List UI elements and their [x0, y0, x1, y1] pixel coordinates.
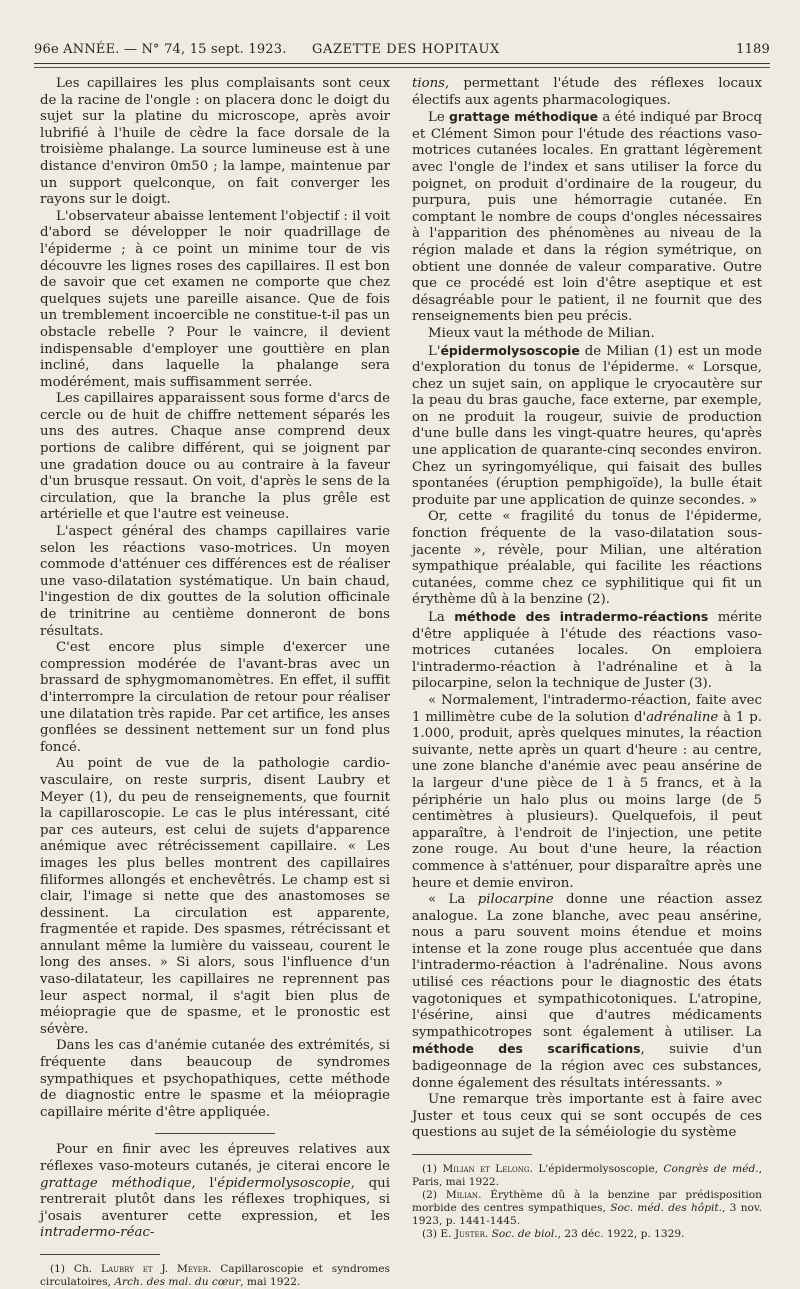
bold-term: méthode des scarifications	[412, 1041, 641, 1057]
text-run: mérite d'être appliquée à l'étude des réactions vaso-motrices cutanées locales. On emploiera l'intradermo-réaction à l'adrénaline et à la pilocarpine, selon la technique de Juster (3).	[412, 610, 763, 692]
text-run: « La	[428, 892, 478, 908]
text-run: L'	[428, 343, 441, 359]
paragraph: Une remarque très importante est à faire avec Juster et tous ceux qui se sont occupés de ces questions au sujet de la séméiologie du système	[412, 1092, 762, 1141]
text-run: (3) E.	[422, 1228, 455, 1240]
text-run: . Capillaroscopie et syndromes circulatoires,	[40, 1262, 390, 1288]
paragraph	[412, 892, 762, 1092]
italic-term: adrénaline	[646, 709, 719, 725]
text-run: . L'épidermolysoscopie,	[529, 1163, 664, 1175]
paragraph	[412, 343, 762, 510]
section-divider	[155, 1133, 275, 1134]
italic-term: intradermo-réac-	[40, 1225, 155, 1241]
footnote	[412, 1228, 762, 1241]
footnote-rule	[40, 1254, 160, 1255]
text-run: , mai 1922.	[240, 1275, 301, 1288]
text-run: La	[428, 610, 455, 625]
paragraph	[40, 1142, 390, 1242]
paragraph: L'aspect général des champs capillaires varie selon les réactions vaso-motrices. Un moyen commode d'atténuer ces différences est de réaliser une vaso-dilatation systématique. Un bain chaud, l'ingestion de dix gouttes de la solution officinale de trinitrine au centième donneront de bons résultats.	[40, 524, 390, 639]
bold-term: grattage méthodique	[449, 109, 599, 125]
text-run: , 3 nov. 1923, p. 1441-1445.	[412, 1202, 762, 1227]
italic-term: grattage méthodique	[40, 1175, 192, 1191]
page-number: 1189	[736, 42, 770, 57]
text-run: (1) Ch.	[50, 1262, 102, 1275]
text-run: Le	[428, 110, 450, 126]
paragraph	[412, 109, 762, 326]
journal-name: Soc. méd. des hôpit.	[610, 1202, 722, 1214]
footnote	[40, 1263, 390, 1289]
journal-name: Soc. de biol.	[491, 1228, 558, 1240]
text-run: , permettant l'étude des réflexes locaux électifs aux agents pharmacologiques.	[412, 76, 762, 108]
footnote	[412, 1163, 762, 1189]
issue-info: 96e ANNÉE. — N° 74, 15 sept. 1923.	[34, 42, 287, 57]
header-rule-thin	[34, 67, 770, 68]
left-column	[40, 76, 390, 1289]
paragraph: L'observateur abaisse lentement l'objectif : il voit d'abord se développer le noir quadrillage de l'épiderme ; à ce point un minime tour de vis découvre les lignes roses des capillaires. Il est bon de savoir que cet examen ne comporte que chez quelques sujets une pareille aisance. Que de fois un tremblement incoercible ne constitue-t-il pas un obstacle rebelle ? Pour le vaincre, il devient indispensable d'employer une gouttière en plan incliné, dans laquelle la phalange sera modérément, mais suffisamment serrée.	[40, 208, 390, 390]
text-run: , qui rentrerait plutôt dans les réflexes trophiques, si j'osais aventurer cette expression, et les	[40, 1175, 390, 1224]
author-name: Milian	[445, 1189, 479, 1201]
paragraph	[412, 693, 762, 892]
text-run: « Normalement, l'intradermo-réaction, faite avec 1 millimètre cube de la solution d'	[412, 692, 762, 725]
text-run: . Érythème dû à la benzine par prédisposition morbide des centres sympathiques,	[412, 1189, 762, 1214]
paragraph: Dans les cas d'anémie cutanée des extrémités, si fréquente dans beaucoup de syndromes sympathiques et psychopathiques, cette méthode de diagnostic entre le spasme et la méiopragie capillaire mérite d'être appliquée.	[40, 1038, 390, 1120]
bold-term: méthode des intradermo-réactions	[454, 609, 709, 624]
italic-term: épidermolysoscopie	[217, 1175, 351, 1191]
text-run: de Milian (1) est un mode d'exploration du tonus de l'épiderme. « Lorsque, chez un sujet sain, on applique le cryocautère sur la peau du bras gauche, face externe, par exemple, on ne produit la rougeur, suivie de production d'une bulle dans les vingt-quatre heures, qu'après une application de quarante-cinq secondes environ. Chez un syringomyélique, qui faisait des bulles spontanées (éruption pemphigoïde), la bulle était produite par une application de quinze secondes. »	[412, 343, 762, 508]
text-run: Pour en finir avec les épreuves relatives aux réflexes vaso-moteurs cutanés, je citerai encore le	[40, 1142, 390, 1174]
text-run: (1)	[422, 1163, 443, 1175]
journal-title: GAZETTE DES HOPITAUX	[312, 42, 500, 57]
author-name: Milian et Lelong	[442, 1163, 530, 1175]
text-run: , suivie d'un badigeonnage de la région avec ces substances, donne également des résultats intéressants. »	[412, 1042, 763, 1091]
paragraph: Au point de vue de la pathologie cardio-vasculaire, on reste surpris, disent Laubry et Meyer (1), du peu de renseignements, que fournit la capillaroscopie. Le cas le plus intéressant, cité par ces auteurs, est celui de sujets d'apparence anémique avec rétrécissement capillaire. « Les images les plus belles montrent des capillaires filiformes allongés et enchevêtrés. Le champ est si clair, l'image si nette que des anastomoses se dessinent. La circulation est apparente, fragmentée et rapide. Des spasmes, rétrécissant et annulant même la lumière du vaisseau, courent le long des anses. » Si alors, sous l'influence d'un vaso-dilatateur, les capillaires ne reprennent pas leur aspect normal, il s'agit bien plus de méiopragie que de spasme, et le pronostic est sévère.	[40, 756, 390, 1037]
author-name: Laubry et J. Meyer	[101, 1262, 208, 1275]
text-run: , Paris, mai 1922.	[412, 1163, 763, 1188]
header-rule-thick	[34, 63, 770, 64]
text-run: donne une réaction assez analogue. La zone blanche, avec peau ansérine, nous a paru souvent moins étendue et moins intense et la zone rouge plus accentuée que dans l'intradermo-réaction à l'adrénaline. Nous avons utilisé ces réactions pour le diagnostic des états vagotoniques et sympathicotoniques. L'atropine, l'ésérine, ainsi que d'autres médicaments sympathicotropes sont également à utiliser. La	[412, 892, 762, 1040]
italic-term: pilocarpine	[477, 892, 554, 908]
journal-name: Arch. des mal. du cœur	[114, 1275, 241, 1288]
paragraph	[412, 609, 762, 693]
text-run: .	[484, 1228, 492, 1240]
paragraph: Or, cette « fragilité du tonus de l'épiderme, fonction fréquente de la vaso-dilatation sous-jacente », révèle, pour Milian, une altération sympathique préalable, qui facilite les réactions cutanées, comme chez ce syphilitique qui fit un érythème dû à la benzine (2).	[412, 509, 762, 608]
journal-name: Congrès de méd.	[663, 1163, 759, 1175]
italic-term: tions	[412, 76, 445, 91]
text-run: a été indiqué par Brocq et Clément Simon pour l'étude des réactions vaso-motrices cutanées locales. En grattant légèrement avec l'ongle de l'index et sans utiliser la force du poignet, on produit d'ordinaire de la rougeur, du purpura, puis une hémorragie cutanée. En comptant le nombre de coups d'ongles nécessaires à l'apparition des phénomènes au niveau de la région malade et dans la région symétrique, on obtient une donnée de valeur comparative. Outre que ce procédé est loin d'être aseptique et est désagréable pour le patient, il ne fournit que des renseignements bien peu précis.	[412, 110, 762, 325]
paragraph: C'est encore plus simple d'exercer une compression modérée de l'avant-bras avec un brassard de sphygmomanomètres. En effet, il suffit d'interrompre la circulation de retour pour réaliser une dilatation très rapide. Par cet artifice, les anses gonflées se dessinent nettement sur un fond plus foncé.	[40, 640, 390, 755]
bold-term: épidermolysoscopie	[440, 342, 580, 358]
text-run: à 1 p. 1.000, produit, après quelques minutes, la réaction suivante, nette après un quart d'heure : au centre, une zone blanche d'anémie avec peau ansérine de la largeur d'une pièce de 1 à 5 francs, et à la périphérie un halo plus ou moins large (de 5 centimètres à plusieurs). Quelquefois, il peut apparaître, à l'endroit de l'injection, une petite zone rouge. Au bout d'une heure, la réaction commence à s'atténuer, pour disparaître après une heure et demie environ.	[412, 709, 762, 891]
author-name: Juster	[454, 1228, 485, 1240]
right-column	[412, 76, 762, 1241]
text-run: , l'	[191, 1175, 218, 1191]
text-run: , 23 déc. 1922, p. 1329.	[557, 1228, 685, 1240]
paragraph: Les capillaires apparaissent sous forme d'arcs de cercle ou de huit de chiffre nettement séparés les uns des autres. Chaque anse comprend deux portions de calibre différent, qui se joignent par une gradation douce ou au contraire à la faveur d'un brusque ressaut. On voit, d'après le sens de la circulation, que la branche la plus grêle est artérielle et que l'autre est veineuse.	[40, 391, 390, 523]
paragraph: Les capillaires les plus complaisants sont ceux de la racine de l'ongle : on placera donc le doigt du sujet sur la platine du microscope, après avoir lubrifié à l'huile de cèdre la face dorsale de la troisième phalange. La source lumineuse est à une distance d'environ 0m50 ; la lampe, maintenue par un support quelconque, on fait converger les rayons sur le doigt.	[40, 76, 390, 208]
running-header	[34, 38, 770, 62]
footnote	[412, 1189, 762, 1228]
paragraph: Mieux vaut la méthode de Milian.	[428, 325, 655, 341]
paragraph	[412, 76, 762, 109]
text-run: (2)	[422, 1189, 446, 1201]
